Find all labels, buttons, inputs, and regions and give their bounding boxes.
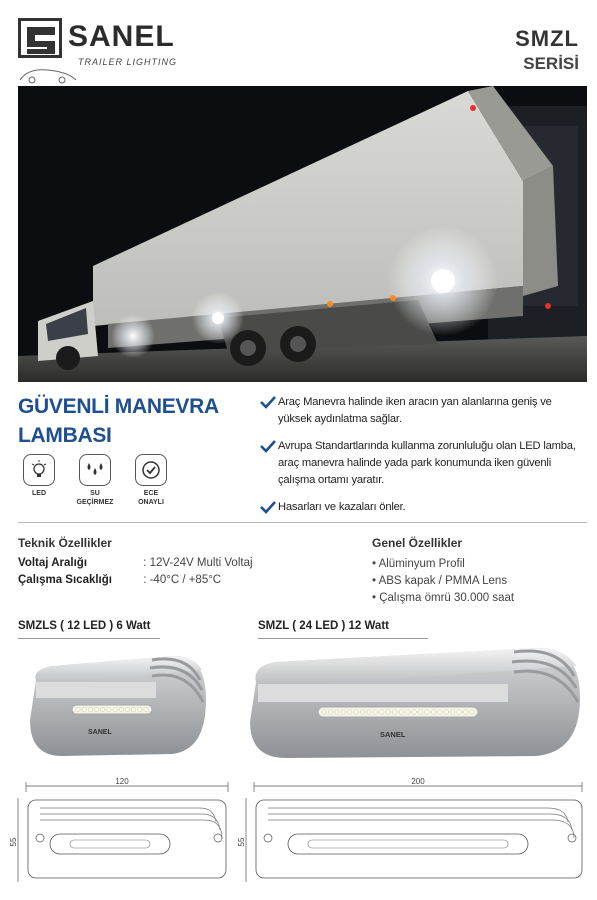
truck-silhouette-icon	[18, 62, 78, 86]
badge-led	[18, 454, 60, 507]
lamp-logo-text: SANEL	[88, 729, 112, 736]
led-dot	[131, 707, 135, 711]
led-dot	[463, 710, 467, 714]
led-dot	[360, 710, 364, 714]
model-underline	[18, 638, 160, 639]
feature-list	[258, 394, 588, 526]
led-dot	[82, 707, 86, 711]
approved-check-icon	[135, 454, 167, 486]
general-list	[372, 556, 514, 607]
led-dot	[113, 707, 117, 711]
lamp-logo-text: SANEL	[380, 730, 406, 739]
badge-ece	[130, 454, 172, 507]
led-dot	[418, 710, 422, 714]
feature-text: Hasarları ve kazaları önler.	[278, 501, 406, 513]
led-dot	[101, 707, 105, 711]
led-dot	[354, 710, 358, 714]
badge-label: SU GEÇİRMEZ	[76, 490, 114, 506]
led-dot	[138, 707, 142, 711]
brand-name: SANEL	[68, 20, 175, 53]
technical-drawing-small	[10, 778, 236, 890]
lamp-image-small	[22, 650, 210, 758]
series-label: SERİSİ	[523, 54, 579, 73]
led-dot	[88, 707, 92, 711]
series-code: SMZL	[515, 26, 579, 51]
led-dot	[144, 707, 148, 711]
general-item: • ABS kapak / PMMA Lens	[372, 575, 508, 587]
led-dot	[107, 707, 111, 711]
spec-key: Voltaj Aralığı	[18, 557, 88, 569]
checkmark-icon	[258, 439, 278, 453]
feature-text: Avrupa Standartlarında kullanma zorunluluğu olan LED lamba, araç manevra halinde yada park konumunda iken güvenli çalışma ortamı yaratır.	[278, 440, 576, 486]
led-dot	[328, 710, 332, 714]
hero-photo	[18, 86, 587, 382]
sanel-logo-mark-icon	[18, 18, 62, 58]
spec-row	[18, 557, 253, 569]
section-divider	[18, 522, 587, 523]
led-dot	[451, 710, 455, 714]
width-dimension-label: 200	[411, 777, 425, 786]
general-item: • Çalışma ömrü 30.000 saat	[372, 592, 515, 604]
led-dot	[399, 710, 403, 714]
led-dot	[335, 710, 339, 714]
height-dimension-label: 55	[9, 837, 18, 847]
series-header	[515, 26, 579, 74]
led-dot	[438, 710, 442, 714]
led-dot	[348, 710, 352, 714]
led-dot	[386, 710, 390, 714]
feature-badges	[18, 454, 172, 507]
led-dot	[444, 710, 448, 714]
model-title-large: SMZL ( 24 LED ) 12 Watt	[258, 620, 389, 632]
water-drops-icon	[79, 454, 111, 486]
led-dot	[393, 710, 397, 714]
checkmark-icon	[258, 395, 278, 409]
general-item: • Alüminyum Profil	[372, 558, 465, 570]
height-dimension-label: 55	[237, 837, 246, 847]
led-dot	[367, 710, 371, 714]
led-dot	[412, 710, 416, 714]
checkmark-icon	[258, 500, 278, 514]
badge-label: LED	[32, 490, 46, 497]
feature-item	[258, 499, 588, 516]
led-dot	[341, 710, 345, 714]
led-bulb-icon	[23, 454, 55, 486]
led-dot	[406, 710, 410, 714]
spec-value: : -40°C / +85°C	[143, 574, 222, 586]
spec-key: Çalışma Sıcaklığı	[18, 574, 112, 586]
led-dot	[425, 710, 429, 714]
brand-logo	[18, 12, 188, 82]
badge-waterproof	[74, 454, 116, 507]
product-title: GÜVENLİ MANEVRA LAMBASI	[18, 395, 219, 447]
led-dot	[322, 710, 326, 714]
technical-heading: Teknik Özellikler	[18, 536, 112, 550]
feature-item	[258, 394, 588, 428]
lamp-image-large	[246, 642, 584, 760]
led-dot	[125, 707, 129, 711]
technical-drawing-large	[238, 778, 590, 890]
badge-label: ECE ONAYLI	[138, 490, 164, 506]
led-dot	[373, 710, 377, 714]
led-dot	[380, 710, 384, 714]
spec-value: : 12V-24V Multi Voltaj	[143, 557, 253, 569]
model-title-small: SMZLS ( 12 LED ) 6 Watt	[18, 620, 151, 632]
led-dot	[76, 707, 80, 711]
model-underline	[258, 638, 428, 639]
led-dot	[119, 707, 123, 711]
spec-row	[18, 574, 221, 586]
led-dot	[94, 707, 98, 711]
truck-night-photo	[18, 86, 587, 382]
width-dimension-label: 120	[115, 777, 129, 786]
brand-tagline: TRAILER LIGHTING	[78, 57, 178, 67]
led-dot	[431, 710, 435, 714]
general-heading: Genel Özellikler	[372, 536, 463, 550]
led-dot	[470, 710, 474, 714]
feature-item	[258, 438, 588, 489]
feature-text: Araç Manevra halinde iken aracın yan alanlarına geniş ve yüksek aydınlatma sağlar.	[278, 396, 552, 425]
led-dot	[457, 710, 461, 714]
